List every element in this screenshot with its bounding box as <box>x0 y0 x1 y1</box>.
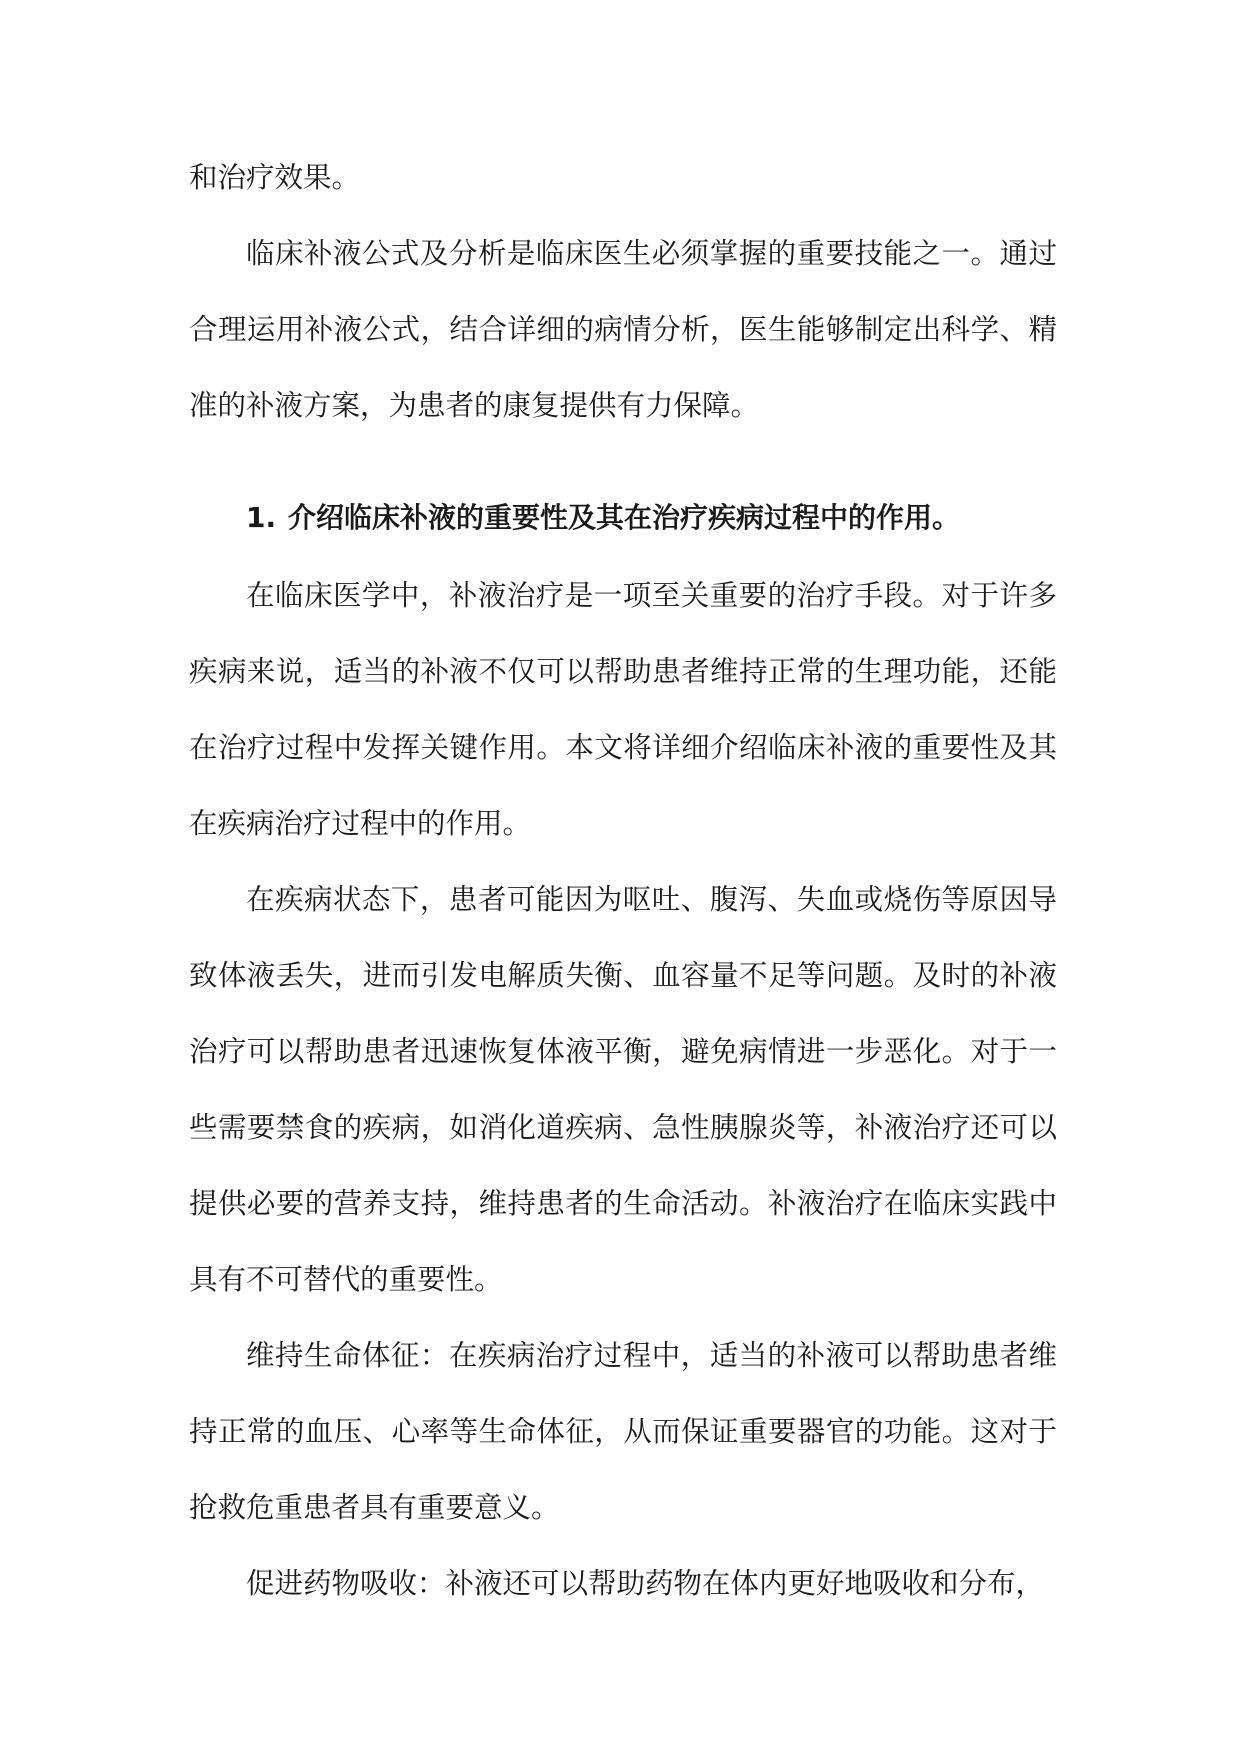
paragraph-vital-signs: 维持生命体征：在疾病治疗过程中，适当的补液可以帮助患者维持正常的血压、心率等生命体征，从而保证重要器官的功能。这对于抢救危重患者具有重要意义。 <box>189 1339 1057 1524</box>
paragraph-continuation: 和治疗效果。 <box>189 161 361 194</box>
section-heading-number: 1. <box>246 501 277 534</box>
paragraph-summary: 临床补液公式及分析是临床医生必须掌握的重要技能之一。通过合理运用补液公式，结合详细的病情分析，医生能够制定出科学、精准的补液方案，为患者的康复提供有力保障。 <box>189 237 1057 422</box>
section-heading-text: 介绍临床补液的重要性及其在治疗疾病过程中的作用。 <box>288 501 961 534</box>
paragraph-disease-state: 在疾病状态下，患者可能因为呕吐、腹泻、失血或烧伤等原因导致体液丢失，进而引发电解质失衡、血容量不足等问题。及时的补液治疗可以帮助患者迅速恢复体液平衡，避免病情进一步恶化。对于一些需要禁食的疾病，如消化道疾病、急性胰腺炎等，补液治疗还可以提供必要的营养支持，维持患者的生命活动。补液治疗在临床实践中具有不可替代的重要性。 <box>189 883 1057 1296</box>
paragraph-drug-absorption: 促进药物吸收：补液还可以帮助药物在体内更好地吸收和分布， <box>246 1567 1045 1600</box>
document-body <box>189 140 1057 1622</box>
paragraph-intro: 在临床医学中，补液治疗是一项至关重要的治疗手段。对于许多疾病来说，适当的补液不仅可以帮助患者维持正常的生理功能，还能在治疗过程中发挥关键作用。本文将详细介绍临床补液的重要性及其在疾病治疗过程中的作用。 <box>189 579 1057 840</box>
section-heading <box>189 480 1057 556</box>
